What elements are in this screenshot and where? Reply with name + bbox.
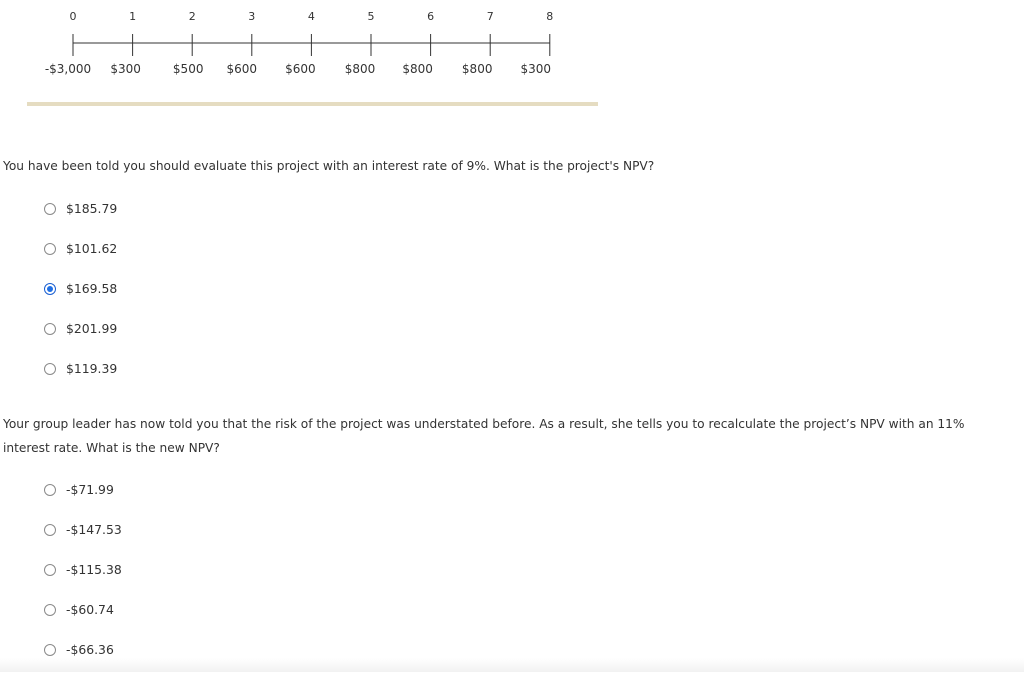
period-label: 8 [546, 10, 554, 23]
radio-button[interactable] [44, 243, 56, 255]
cash-flow-label: $500 [172, 62, 204, 76]
period-label: 2 [188, 10, 196, 23]
period-label: 7 [486, 10, 494, 23]
q1-option-3[interactable] [44, 280, 117, 320]
radio-button[interactable] [44, 524, 56, 536]
radio-button[interactable] [44, 644, 56, 656]
q2-option-3[interactable] [44, 561, 122, 601]
cash-flow-label: $800 [402, 62, 433, 76]
radio-button[interactable] [44, 283, 56, 295]
option-label: -$147.53 [66, 522, 122, 537]
bottom-edge-fade [0, 658, 1024, 672]
q1-option-2[interactable] [44, 240, 117, 280]
q1-option-1[interactable] [44, 200, 117, 240]
period-label: 1 [129, 10, 137, 23]
option-label: -$60.74 [66, 602, 114, 617]
cash-flow-label: -$3,000 [44, 62, 92, 76]
option-label: -$66.36 [66, 642, 114, 657]
radio-button[interactable] [44, 203, 56, 215]
cash-flow-label: $600 [226, 62, 258, 76]
cash-flow-label: $300 [520, 62, 552, 76]
period-label: 5 [367, 10, 375, 23]
section-divider [27, 102, 598, 106]
option-label: $201.99 [66, 321, 118, 336]
option-label: $101.62 [66, 241, 118, 256]
radio-button[interactable] [44, 564, 56, 576]
q1-option-5[interactable] [44, 360, 117, 400]
period-label: 4 [307, 10, 315, 23]
question-2-text: Your group leader has now told you that the risk of the project was understated before. As a result, she tells you to recalculate the project’s NPV with an 11% interest rate. What is the new NPV? [3, 417, 965, 455]
option-label: -$71.99 [66, 482, 114, 497]
radio-button[interactable] [44, 484, 56, 496]
period-label: 6 [427, 10, 435, 23]
cash-flow-label: $800 [344, 62, 376, 76]
period-label: 0 [69, 10, 77, 23]
question-2-options [44, 481, 122, 681]
period-label: 3 [248, 10, 256, 23]
radio-button[interactable] [44, 363, 56, 375]
option-label: $119.39 [66, 361, 118, 376]
cash-flow-label: $800 [461, 62, 493, 76]
option-label: $169.58 [66, 281, 118, 296]
radio-button[interactable] [44, 604, 56, 616]
option-label: $185.79 [66, 201, 118, 216]
cash-flow-label: $600 [285, 62, 316, 76]
radio-button[interactable] [44, 323, 56, 335]
q2-option-4[interactable] [44, 601, 122, 641]
q2-option-2[interactable] [44, 521, 122, 561]
question-1-options [44, 200, 117, 400]
question-1-text: You have been told you should evaluate this project with an interest rate of 9%. What is the project's NPV? [3, 159, 655, 173]
q1-option-4[interactable] [44, 320, 117, 360]
q2-option-1[interactable] [44, 481, 122, 521]
cash-flow-label: $300 [110, 62, 141, 76]
cash-flow-timeline [0, 0, 600, 90]
option-label: -$115.38 [66, 562, 122, 577]
